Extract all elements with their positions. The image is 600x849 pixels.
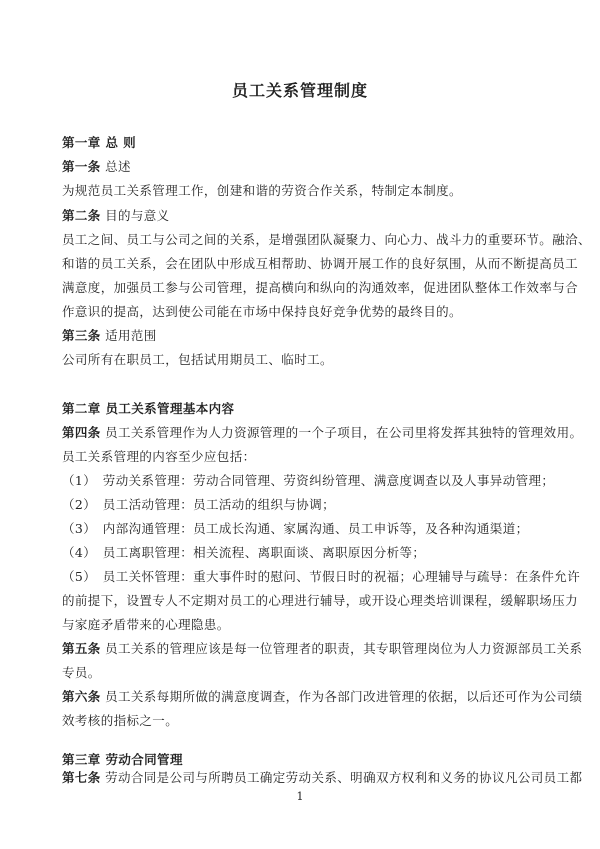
article-text: 劳动合同是公司与所聘员工确定劳动关系、明确双方权利和义务的协议凡公司员工都 (105, 770, 583, 785)
chapter-heading: 第二章 员工关系管理基本内容 (62, 401, 235, 416)
paragraph-line: 员工关系管理的内容至少应包括： (62, 449, 256, 464)
article-label: 第一条 (62, 159, 101, 174)
chapter-heading: 第一章 总 则 (62, 135, 137, 150)
article-label: 第七条 (62, 770, 101, 785)
article-label: 第三条 (62, 328, 101, 343)
list-item: （4） 员工离职管理：相关流程、离职面谈、离职原因分析等； (62, 545, 426, 560)
paragraph-line: 作意识的提高，达到使公司能在市场中保持良好竞争优势的最终目的。 (62, 304, 462, 319)
paragraph-line (62, 770, 583, 786)
document-title: 员工关系管理制度 (231, 81, 368, 100)
article-label: 第二条 (62, 208, 101, 223)
list-item-continuation: 与家庭矛盾带来的心理隐患。 (62, 617, 230, 632)
page-number: 1 (296, 790, 304, 803)
article-label: 第五条 (62, 641, 101, 656)
paragraph-line: 专员。 (62, 665, 101, 680)
paragraph-line: 为规范员工关系管理工作，创建和谐的劳资合作关系，特制定本制度。 (62, 183, 462, 198)
list-item: （3） 内部沟通管理：员工成长沟通、家属沟通、员工申诉等，及各种沟通渠道； (62, 521, 529, 536)
article-label: 第六条 (62, 689, 101, 704)
article-heading (62, 208, 548, 224)
list-item: （2） 员工活动管理：员工活动的组织与协调； (62, 497, 336, 512)
paragraph-line: 和谐的员工关系，会在团队中形成互相帮助、协调开展工作的良好氛围，从而不断提高员工 (62, 256, 579, 271)
paragraph-line (62, 641, 583, 657)
article-text: 员工关系管理作为人力资源管理的一个子项目，在公司里将发挥其独特的管理效用。 (105, 425, 583, 440)
list-item-continuation: 的前提下，设置专人不定期对员工的心理进行辅导，或开设心理类培训课程，缓解职场压力 (62, 593, 579, 608)
article-title: 目的与意义 (105, 208, 170, 223)
list-item: （1） 劳动关系管理：劳动合同管理、劳资纠纷管理、满意度调查以及人事异动管理； (62, 473, 555, 488)
paragraph-line: 公司所有在职员工，包括试用期员工、临时工。 (62, 352, 333, 367)
article-heading (62, 328, 548, 344)
paragraph-line: 满意度，加强员工参与公司管理，提高横向和纵向的沟通效率，促进团队整体工作效率与合 (62, 280, 579, 295)
article-heading (62, 159, 548, 175)
list-item: （5） 员工关怀管理：重大事件时的慰问、节假日时的祝福；心理辅导与疏导：在条件允许 (62, 569, 581, 584)
article-title: 适用范围 (105, 328, 157, 343)
chapter-heading: 第三章 劳动合同管理 (62, 752, 183, 767)
paragraph-line: 效考核的指标之一。 (62, 713, 179, 728)
article-text: 员工关系的管理应该是每一位管理者的职责，其专职管理岗位为人力资源部员工关系 (105, 641, 583, 656)
paragraph-line (62, 425, 583, 441)
article-text: 员工关系每期所做的满意度调查，作为各部门改进管理的依据，以后还可作为公司绩 (105, 689, 583, 704)
paragraph-line (62, 689, 583, 705)
paragraph-line: 员工之间、员工与公司之间的关系，是增强团队凝聚力、向心力、战斗力的重要环节。融洽、 (62, 232, 591, 247)
article-title: 总述 (105, 159, 131, 174)
article-label: 第四条 (62, 425, 101, 440)
